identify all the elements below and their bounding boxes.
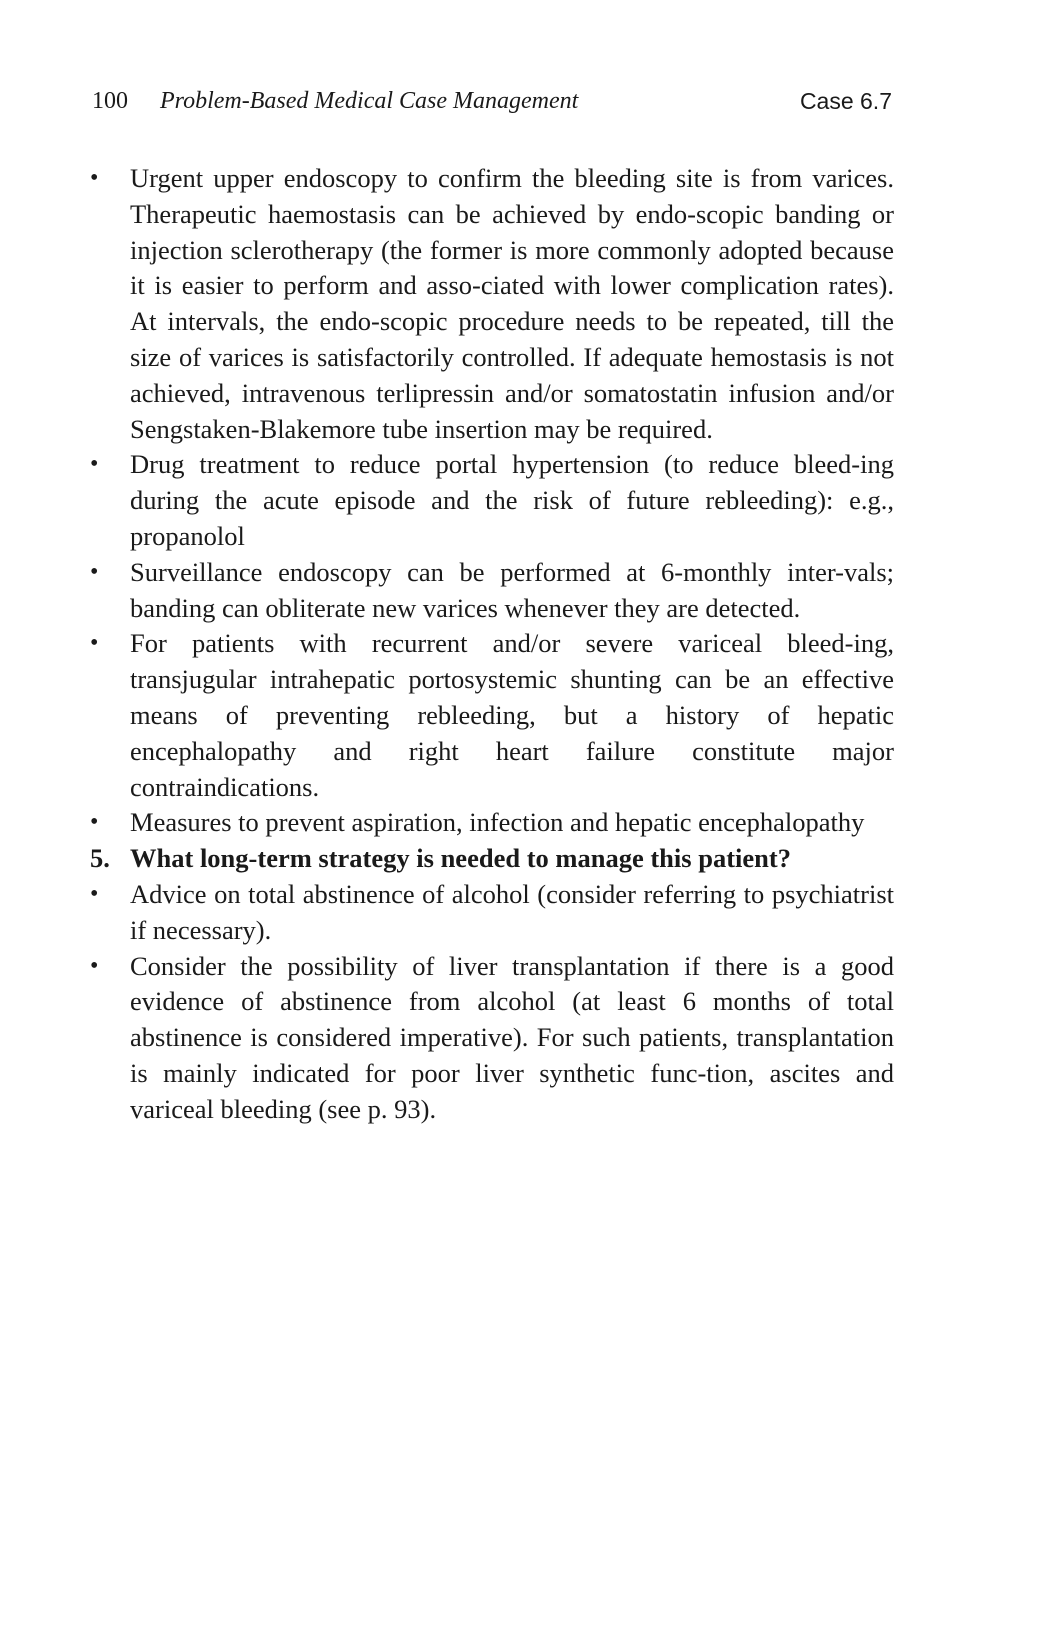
bullet-icon: • xyxy=(90,630,99,657)
list-item-text: Consider the possibility of liver transplantation if there is a good evidence of abstinence from alcohol (at least 6 months of total abstinence is considered imperative). For such patients, transplantation is mainly indicated for poor liver synthetic func-tion, ascites and variceal bleeding (see p. 93). xyxy=(130,950,894,1124)
question-text: What long-term strategy is needed to manage this patient? xyxy=(130,843,791,874)
bullet-icon: • xyxy=(90,165,99,191)
question-number: 5. xyxy=(90,843,110,874)
bullet-icon: • xyxy=(90,809,99,836)
list-item-text: For patients with recurrent and/or severe variceal bleed-ing, transjugular intrahepatic portosystemic shunting can be an effective means of preventing rebleeding, but a history of hepatic encephalopathy and right heart failure constitute major contraindications. xyxy=(130,628,894,802)
list-item xyxy=(90,877,894,949)
list-item xyxy=(90,949,894,1128)
list-item xyxy=(90,555,894,627)
page-number: 100 xyxy=(92,88,128,114)
case-label: Case 6.7 xyxy=(799,88,892,114)
bullet-icon: • xyxy=(90,880,99,907)
page-content xyxy=(90,161,894,1128)
book-title: Problem-Based Medical Case Management xyxy=(160,88,579,114)
list-item xyxy=(90,626,894,805)
bullet-icon: • xyxy=(90,952,99,979)
list-item xyxy=(90,805,894,841)
question-heading xyxy=(90,841,894,877)
running-head xyxy=(92,84,892,118)
list-item xyxy=(90,447,894,554)
list-item-text: Advice on total abstinence of alcohol (consider referring to psychiatrist if necessary). xyxy=(130,878,894,945)
list-item-text: Urgent upper endoscopy to confirm the bleeding site is from varices. Therapeutic haemostasis can be achieved by endo-scopic banding or injection sclerotherapy (the former is more commonly adopted because it is easier to perform and asso-ciated with lower complication rates). At intervals, the endo-scopic procedure needs to be repeated, till the size of varices is satisfactorily controlled. If adequate hemostasis is not achieved, intravenous terlipressin and/or somatostatin infusion and/or Sengstaken-Blakemore tube insertion may be required. xyxy=(130,163,894,444)
list-item xyxy=(90,161,894,447)
bullet-icon: • xyxy=(90,451,99,478)
bullet-icon: • xyxy=(90,558,99,585)
list-item-text: Measures to prevent aspiration, infection and hepatic encephalopathy xyxy=(130,807,865,838)
list-item-text: Surveillance endoscopy can be performed at 6-monthly inter-vals; banding can obliterate new varices whenever they are detected. xyxy=(130,556,894,623)
list-item-text: Drug treatment to reduce portal hypertension (to reduce bleed-ing during the acute episode and the risk of future rebleeding): e.g., propanolol xyxy=(130,449,894,551)
